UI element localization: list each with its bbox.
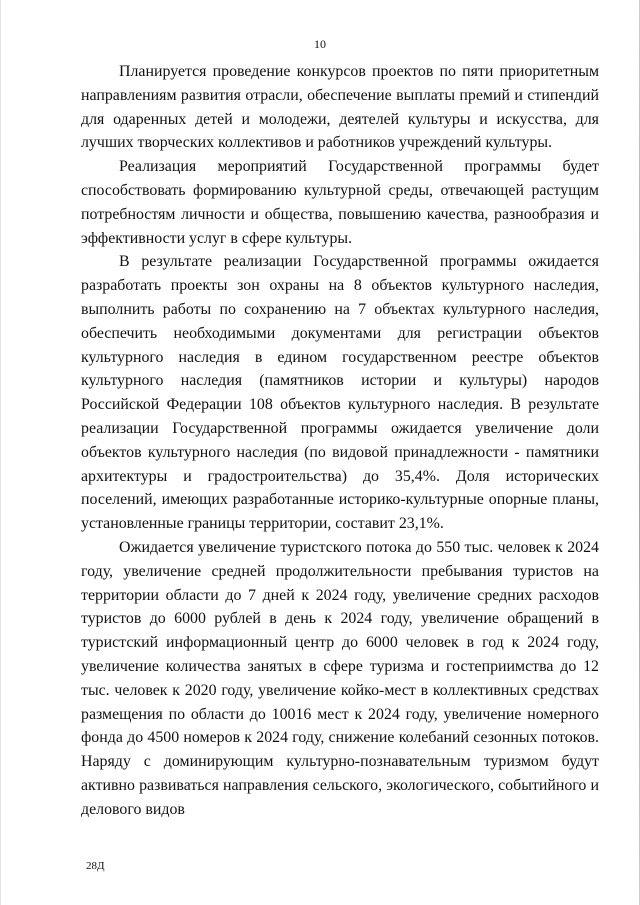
- document-body: [81, 60, 599, 822]
- paragraph-contests: Планируется проведение конкурсов проектов по пяти приоритетным направлениям развития отрасли, обеспечение выплаты премий и стипендий для одаренных детей и молодежи, деятелей культуры и искусства, для лучших творческих коллективов и работников учреждений культуры.: [81, 63, 599, 152]
- footer-code: 28Д: [86, 860, 105, 872]
- paragraph-tourism: Ожидается увеличение туристского потока до 550 тыс. человек к 2024 году, увеличение средней продолжительности пребывания туристов на территории области до 7 дней к 2024 году, увеличение средних расходов туристов до 6000 рублей в день к 2024 году, увеличение обращений в туристский информационный центр до 6000 человек в год к 2024 году, увеличение количества занятых в сфере туризма и гостеприимства до 12 тыс. человек к 2020 году, увеличение койко-мест в коллективных средствах размещения по области до 10016 мест к 2024 году, увеличение номерного фонда до 4500 номеров к 2024 году, снижение колебаний сезонных потоков. Наряду с доминирующим культурно-познавательным туризмом будут активно развиваться направления сельского, экологического, событийного и делового видов: [81, 538, 599, 818]
- page-number: 10: [314, 37, 326, 51]
- paragraph-cultural-environment: Реализация мероприятий Государственной программы будет способствовать формированию культурной среды, отвечающей растущим потребностям личности и общества, повышению качества, разнообразия и эффективности услуг в сфере культуры.: [81, 158, 599, 247]
- scan-edge-left: [0, 0, 1, 905]
- paragraph-heritage-objects: В результате реализации Государственной программы ожидается разработать проекты зон охраны на 8 объектов культурного наследия, выполнить работы по сохранению на 7 объектах культурного наследия, обеспечить необходимыми документами для регистрации объектов культурного наследия в едином государственном реестре объектов культурного наследия (памятников истории и культуры) народов Российской Федерации 108 объектов культурного наследия. В результате реализации Государственной программы ожидается увеличение доли объектов культурного наследия (по видовой принадлежности - памятники архитектуры и градостроительства) до 35,4%. Доля исторических поселений, имеющих разработанные историко-культурные опорные планы, установленные границы территории, составит 23,1%.: [81, 253, 599, 533]
